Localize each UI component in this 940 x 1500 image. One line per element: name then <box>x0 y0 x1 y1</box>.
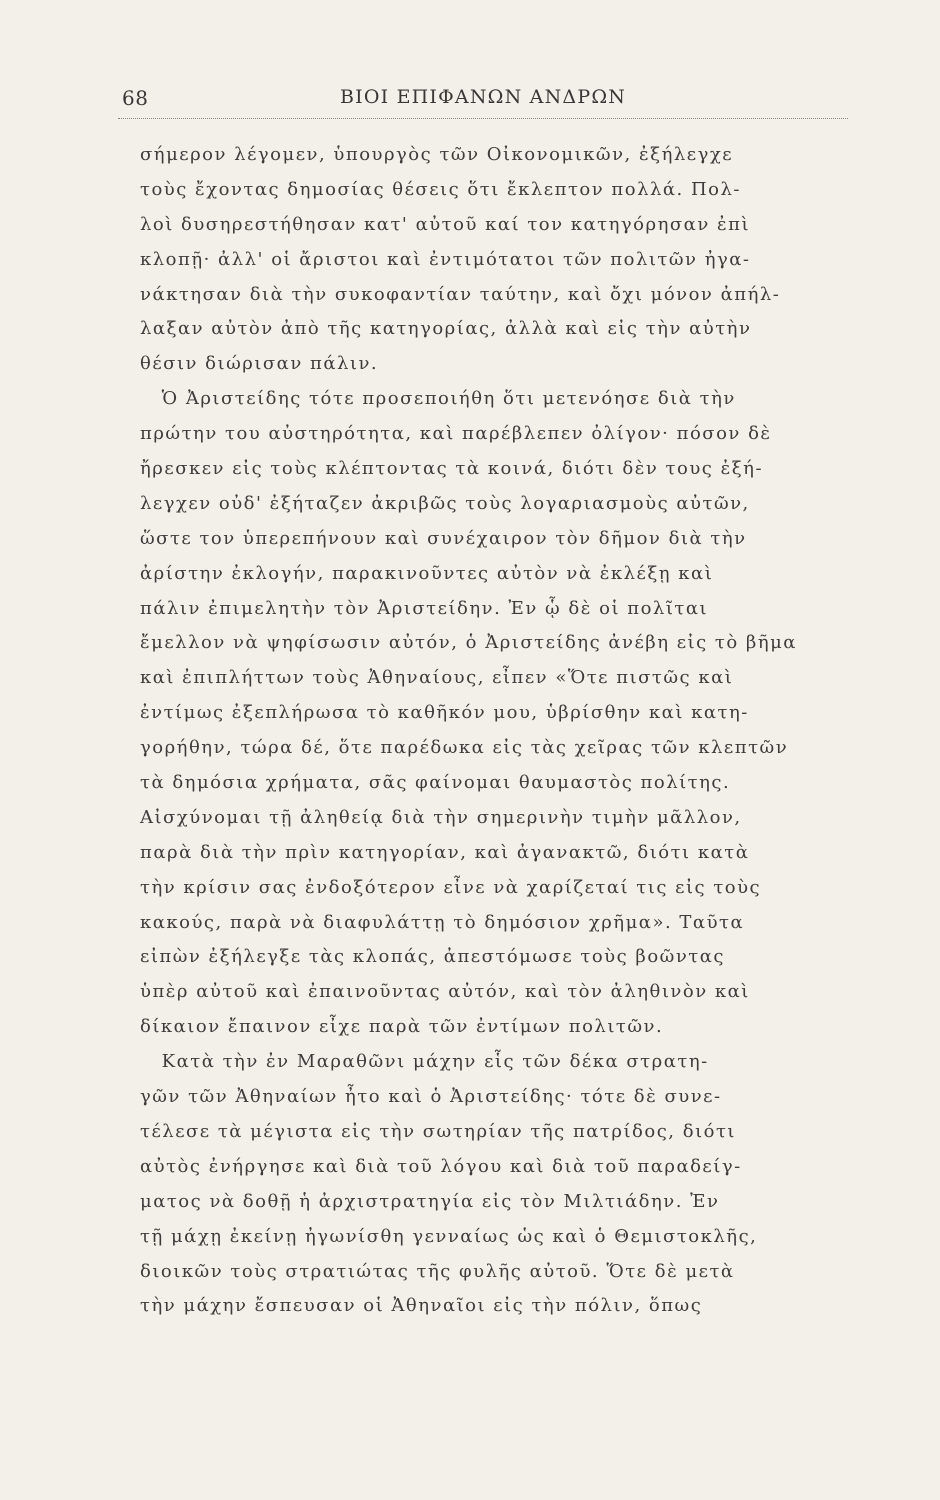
text-line: ματος νὰ δοθῇ ἡ ἀρχιστρατηγία εἰς τὸν Μιλτιάδην. Ἐν <box>140 1190 720 1212</box>
text-line: διοικῶν τοὺς στρατιώτας τῆς φυλῆς αὐτοῦ. Ὅτε δὲ μετὰ <box>140 1260 735 1282</box>
header-rule <box>118 118 848 119</box>
text-line: ἔμελλον νὰ ψηφίσωσιν αὐτόν, ὁ Ἀριστείδης ἀνέβη εἰς τὸ βῆμα <box>140 632 797 654</box>
body-text <box>140 138 840 1324</box>
text-line: πάλιν ἐπιμελητὴν τὸν Ἀριστείδην. Ἐν ᾧ δὲ οἱ πολῖται <box>140 597 709 619</box>
text-line: αὐτὸς ἐνήργησε καὶ διὰ τοῦ λόγου καὶ διὰ τοῦ παραδείγ- <box>140 1155 742 1177</box>
text-line: θέσιν διώρισαν πάλιν. <box>140 353 379 375</box>
text-line: ἐντίμως ἐξεπλήρωσα τὸ καθῆκόν μου, ὑβρίσθην καὶ κατη- <box>140 702 749 724</box>
text-line: ἀρίστην ἐκλογήν, παρακινοῦντες αὐτὸν νὰ ἐκλέξῃ καὶ <box>140 562 714 584</box>
text-line: Κατὰ τὴν ἐν Μαραθῶνι μάχην εἷς τῶν δέκα στρατη- <box>140 1051 709 1073</box>
text-line: λοὶ δυσηρεστήθησαν κατ' αὐτοῦ καί τον κατηγόρησαν ἐπὶ <box>140 213 751 235</box>
text-line: ὑπὲρ αὐτοῦ καὶ ἐπαινοῦντας αὐτόν, καὶ τὸν ἀληθινὸν καὶ <box>140 981 750 1003</box>
running-head <box>118 80 848 116</box>
text-line: σήμερον λέγομεν, ὑπουργὸς τῶν Οἰκονομικῶν, ἐξήλεγχε <box>140 144 734 165</box>
book-title: ΒΙΟΙ ΕΠΙΦΑΝΩΝ ΑΝΔΡΩΝ <box>340 86 627 108</box>
text-line: τὴν κρίσιν σας ἐνδοξότερον εἶνε νὰ χαρίζεταί τις εἰς τοὺς <box>140 876 762 898</box>
text-line: Ὁ Ἀριστείδης τότε προσεποιήθη ὅτι μετενόησε διὰ τὴν <box>140 388 736 410</box>
text-line: τέλεσε τὰ μέγιστα εἰς τὴν σωτηρίαν τῆς πατρίδος, διότι <box>140 1120 736 1142</box>
text-line: δίκαιον ἔπαινον εἶχε παρὰ τῶν ἐντίμων πολιτῶν. <box>140 1016 664 1038</box>
text-line: τὰ δημόσια χρήματα, σᾶς φαίνομαι θαυμαστὸς πολίτης. <box>140 772 731 794</box>
text-line: κλοπῇ· ἀλλ' οἱ ἄριστοι καὶ ἐντιμότατοι τῶν πολιτῶν ἠγα- <box>140 248 751 270</box>
text-line: γορήθην, τώρα δέ, ὅτε παρέδωκα εἰς τὰς χεῖρας τῶν κλεπτῶν <box>140 737 789 759</box>
text-line: τῇ μάχῃ ἐκείνῃ ἠγωνίσθη γενναίως ὡς καὶ ὁ Θεμιστοκλῆς, <box>140 1225 758 1247</box>
text-line: γῶν τῶν Ἀθηναίων ἦτο καὶ ὁ Ἀριστείδης· τότε δὲ συνε- <box>140 1086 722 1108</box>
text-line: λαξαν αὐτὸν ἀπὸ τῆς κατηγορίας, ἀλλὰ καὶ εἰς τὴν αὐτὴν <box>140 318 752 340</box>
text-line: ἤρεσκεν εἰς τοὺς κλέπτοντας τὰ κοινά, διότι δὲν τους ἐξή- <box>140 458 764 480</box>
text-line: εἰπὼν ἐξήλεγξε τὰς κλοπάς, ἀπεστόμωσε τοὺς βοῶντας <box>140 946 725 968</box>
text-line: τὴν μάχην ἔσπευσαν οἱ Ἀθηναῖοι εἰς τὴν πόλιν, ὅπως <box>140 1295 703 1317</box>
text-line: παρὰ διὰ τὴν πρὶν κατηγορίαν, καὶ ἀγανακτῶ, διότι κατὰ <box>140 841 750 863</box>
text-line: κακούς, παρὰ νὰ διαφυλάττῃ τὸ δημόσιον χρῆμα». Ταῦτα <box>140 911 745 933</box>
text-line: καὶ ἐπιπλήττων τοὺς Ἀθηναίους, εἶπεν «Ὅτε πιστῶς καὶ <box>140 667 734 689</box>
text-line: Αἰσχύνομαι τῇ ἀληθείᾳ διὰ τὴν σημερινὴν τιμὴν μᾶλλον, <box>140 806 742 828</box>
text-line: ὥστε τον ὑπερεπήνουν καὶ συνέχαιρον τὸν δῆμον διὰ τὴν <box>140 527 747 549</box>
text-line: πρώτην του αὐστηρότητα, καὶ παρέβλεπεν ὀλίγον· πόσον δὲ <box>140 423 772 445</box>
text-line: τοὺς ἔχοντας δημοσίας θέσεις ὅτι ἔκλεπτον πολλά. Πολ- <box>140 178 742 200</box>
page-number: 68 <box>122 86 149 110</box>
text-line: νάκτησαν διὰ τὴν συκοφαντίαν ταύτην, καὶ ὄχι μόνον ἀπήλ- <box>140 283 781 305</box>
text-line: λεγχεν οὐδ' ἐξήταζεν ἀκριβῶς τοὺς λογαριασμοὺς αὐτῶν, <box>140 492 750 514</box>
